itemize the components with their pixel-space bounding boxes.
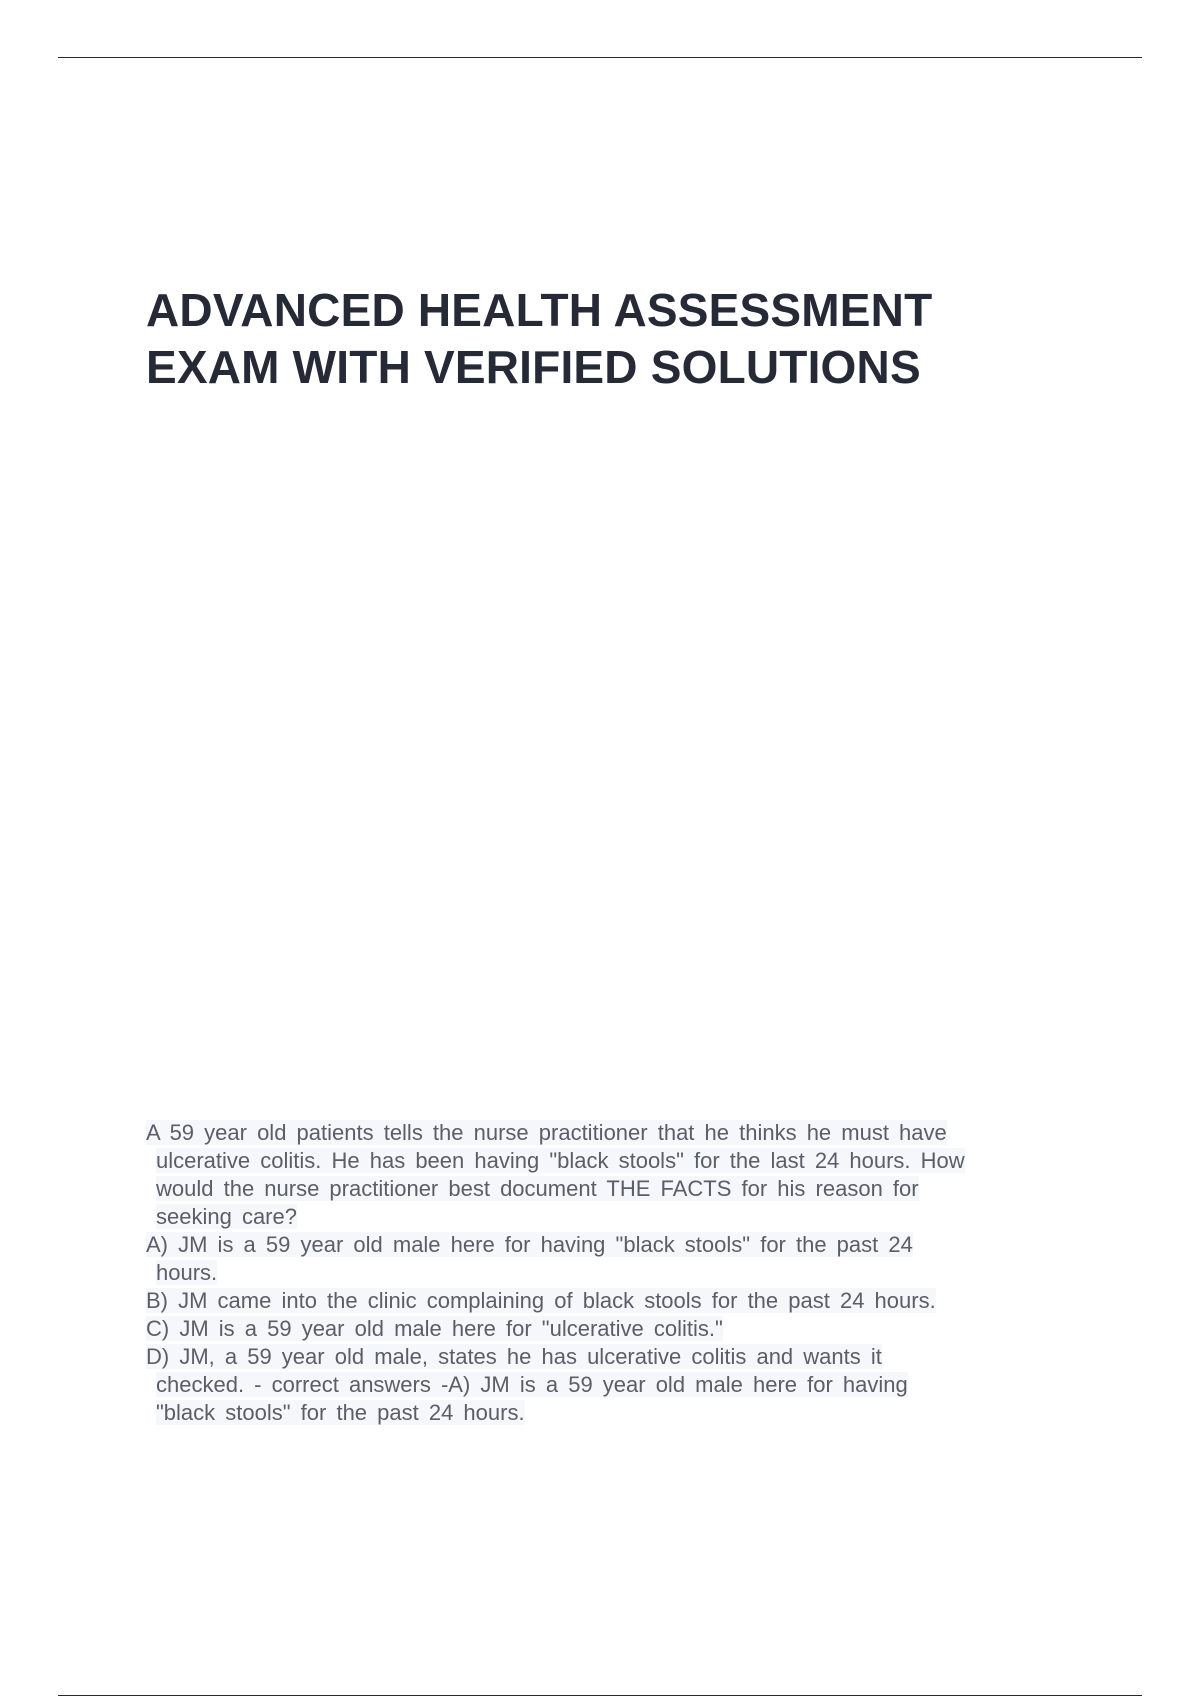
answer-option-c: C) JM is a 59 year old male here for "ulcerative colitis." <box>146 1316 723 1341</box>
answer-option-d-cont: checked. - correct answers -A) JM is a 59 year old male here for having <box>156 1372 908 1397</box>
answer-option-b: B) JM came into the clinic complaining of black stools for the past 24 hours. <box>146 1288 936 1313</box>
answer-option-a: A) JM is a 59 year old male here for having "black stools" for the past 24 <box>146 1232 913 1257</box>
question-line: would the nurse practitioner best document THE FACTS for his reason for <box>156 1176 919 1201</box>
footer-rule <box>58 1695 1142 1696</box>
question-line: A 59 year old patients tells the nurse practitioner that he thinks he must have <box>146 1120 947 1145</box>
question-block <box>146 1119 1146 1427</box>
correct-answer-line: "black stools" for the past 24 hours. <box>156 1400 525 1425</box>
title-line-1: ADVANCED HEALTH ASSESSMENT <box>146 284 933 336</box>
answer-option-a-cont: hours. <box>156 1260 218 1285</box>
title-line-2: EXAM WITH VERIFIED SOLUTIONS <box>146 341 921 393</box>
header-rule <box>58 57 1142 58</box>
answer-option-d: D) JM, a 59 year old male, states he has ulcerative colitis and wants it <box>146 1344 882 1369</box>
question-line: seeking care? <box>156 1204 297 1229</box>
question-line: ulcerative colitis. He has been having "black stools" for the last 24 hours. How <box>156 1148 965 1173</box>
document-title <box>146 282 1126 396</box>
